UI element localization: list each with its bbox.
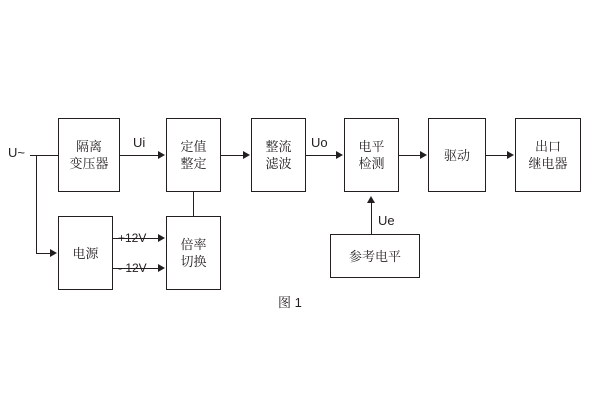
label-ue: Ue [378, 213, 395, 228]
block-isolation-transformer-line-2: 变压器 [69, 156, 109, 171]
block-multiplier-switch[interactable] [166, 216, 221, 290]
block-level-detect-line-2: 检测 [358, 156, 385, 171]
arrow-plus12 [158, 234, 165, 242]
block-setting-value-line-2: 整定 [180, 156, 207, 171]
arrow-to-level-detect-ue [367, 196, 375, 203]
block-drive-line-1: 驱动 [443, 147, 470, 163]
label-ui: Ui [133, 135, 146, 150]
block-reference-level-line-1: 参考电平 [348, 248, 401, 264]
wire-level-to-drive [399, 155, 420, 156]
block-output-relay[interactable] [515, 118, 581, 192]
block-rectify-filter-line-2: 滤波 [265, 156, 292, 171]
wire-branch-to-power [36, 253, 51, 254]
arrow-to-power-supply [50, 249, 57, 257]
label-uo: Uo [311, 135, 328, 150]
block-rectify-filter[interactable] [251, 118, 306, 192]
wire-rectify-to-level [306, 155, 337, 156]
block-setting-value[interactable] [166, 118, 221, 192]
block-level-detect-line-1: 电平 [358, 139, 385, 154]
block-level-detect[interactable] [344, 118, 399, 192]
block-isolation-transformer[interactable] [58, 118, 120, 192]
block-isolation-transformer-line-1: 隔离 [75, 139, 102, 154]
block-multiplier-switch-line-2: 切换 [180, 254, 207, 269]
input-label: U~ [8, 145, 25, 160]
block-power-supply[interactable] [58, 216, 113, 290]
arrow-to-setting-value [158, 151, 165, 159]
block-reference-level[interactable] [330, 234, 420, 278]
label-plus12: +12V [118, 231, 147, 245]
arrow-to-drive [420, 151, 427, 159]
wire-setting-to-rectify [221, 155, 243, 156]
wire-input-to-isolation [30, 155, 58, 156]
wire-isolation-to-setting [120, 155, 158, 156]
wire-reference-to-level [371, 202, 372, 234]
block-setting-value-line-1: 定值 [180, 139, 207, 154]
arrow-to-output-relay [507, 151, 514, 159]
block-output-relay-line-2: 继电器 [528, 156, 568, 171]
wire-drive-to-output [486, 155, 507, 156]
label-minus12: - 12V [118, 261, 147, 275]
block-power-supply-line-1: 电源 [72, 245, 99, 261]
wire-input-branch-down [36, 155, 37, 253]
figure-caption: 图 1 [278, 295, 302, 310]
arrow-to-rectify-filter [243, 151, 250, 159]
arrow-to-level-detect [336, 151, 343, 159]
wire-multiplier-to-setting [193, 192, 194, 216]
arrow-minus12 [158, 264, 165, 272]
block-rectify-filter-line-1: 整流 [265, 139, 292, 154]
block-multiplier-switch-line-1: 倍率 [180, 237, 207, 252]
block-drive[interactable] [428, 118, 486, 192]
block-output-relay-line-1: 出口 [534, 139, 561, 154]
